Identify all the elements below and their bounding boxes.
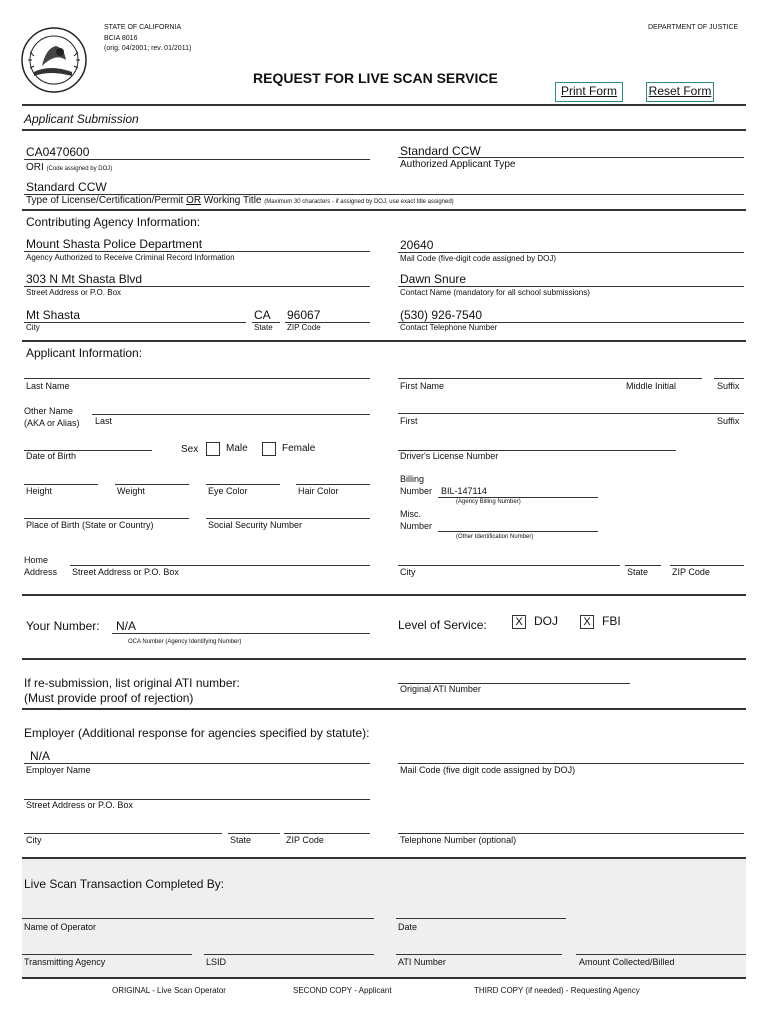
ori-value[interactable]: CA0470600 bbox=[26, 145, 90, 159]
hair-color-field[interactable] bbox=[296, 484, 370, 485]
resubmission-note: (Must provide proof of rejection) bbox=[24, 691, 194, 705]
other-first-field[interactable] bbox=[398, 413, 744, 414]
contact-phone-value[interactable]: (530) 926-7540 bbox=[400, 308, 483, 322]
billing-value[interactable]: BIL-147114 bbox=[441, 486, 487, 496]
aka-label: (AKA or Alias) bbox=[24, 418, 80, 428]
oca-number-hint: OCA Number (Agency Identifying Number) bbox=[128, 639, 242, 645]
employer-heading: Employer (Additional response for agencies specified by statute): bbox=[24, 726, 370, 740]
hair-color-label: Hair Color bbox=[298, 486, 339, 496]
employer-phone-field[interactable] bbox=[398, 833, 744, 834]
amount-field[interactable] bbox=[576, 954, 746, 955]
reset-form-button[interactable]: Reset Form bbox=[646, 82, 714, 102]
other-last-label: Last bbox=[95, 416, 113, 426]
amount-label: Amount Collected/Billed bbox=[579, 957, 675, 967]
middle-initial-label: Middle Initial bbox=[626, 381, 677, 391]
operator-name-label: Name of Operator bbox=[24, 922, 97, 932]
employer-state-field[interactable] bbox=[228, 833, 280, 834]
doj-checkbox[interactable]: X bbox=[512, 615, 526, 629]
your-number-label: Your Number: bbox=[26, 619, 100, 633]
fbi-label: FBI bbox=[602, 614, 621, 628]
footer-copy-third: THIRD COPY (if needed) - Requesting Agency bbox=[474, 986, 640, 995]
home-city-label: City bbox=[400, 567, 416, 577]
ori-label: ORI (Code assigned by DOJ) bbox=[26, 162, 113, 173]
agency-zip-label: ZIP Code bbox=[287, 323, 321, 332]
footer-copy-second: SECOND COPY - Applicant bbox=[293, 986, 392, 995]
your-number-value[interactable]: N/A bbox=[116, 619, 137, 633]
drivers-license-label: Driver's License Number bbox=[400, 451, 499, 461]
original-ati-label: Original ATI Number bbox=[400, 684, 481, 694]
height-label: Height bbox=[26, 486, 53, 496]
level-of-service-label: Level of Service: bbox=[398, 618, 487, 632]
weight-field[interactable] bbox=[115, 484, 189, 485]
employer-city-label: City bbox=[26, 835, 42, 845]
other-name-label: Other Name bbox=[24, 406, 74, 416]
live-scan-heading: Live Scan Transaction Completed By: bbox=[24, 877, 225, 891]
home-street-field[interactable] bbox=[70, 565, 370, 566]
place-of-birth-label: Place of Birth (State or Country) bbox=[26, 520, 154, 530]
agency-street-label: Street Address or P.O. Box bbox=[26, 288, 122, 297]
license-value[interactable]: Standard CCW bbox=[26, 180, 107, 194]
female-label: Female bbox=[282, 443, 316, 454]
employer-phone-label: Telephone Number (optional) bbox=[400, 835, 517, 845]
form-revision: (orig. 04/2001; rev. 01/2011) bbox=[104, 45, 192, 52]
footer-copy-original: ORIGINAL - Live Scan Operator bbox=[112, 986, 226, 995]
date-label: Date bbox=[398, 922, 418, 932]
agency-city-value[interactable]: Mt Shasta bbox=[26, 308, 81, 322]
page-title: REQUEST FOR LIVE SCAN SERVICE bbox=[253, 70, 498, 86]
mail-code-label: Mail Code (five-digit code assigned by DOJ) bbox=[400, 254, 557, 263]
header-rule bbox=[22, 104, 746, 106]
employer-mail-code-field[interactable] bbox=[398, 763, 744, 764]
doj-label: DOJ bbox=[534, 614, 558, 628]
contact-phone-label: Contact Telephone Number bbox=[400, 323, 498, 332]
applicant-info-heading: Applicant Information: bbox=[26, 346, 143, 360]
transmitting-agency-field[interactable] bbox=[22, 954, 192, 955]
home-state-label: State bbox=[627, 567, 649, 577]
applicant-type-label: Authorized Applicant Type bbox=[400, 159, 516, 170]
mail-code-value[interactable]: 20640 bbox=[400, 238, 434, 252]
employer-name-label: Employer Name bbox=[26, 765, 91, 775]
other-first-label: First bbox=[400, 416, 418, 426]
state-seal-logo bbox=[20, 26, 88, 94]
dob-label: Date of Birth bbox=[26, 451, 77, 461]
home-label-a: Home bbox=[24, 555, 49, 565]
contact-name-value[interactable]: Dawn Snure bbox=[400, 272, 467, 286]
transmitting-agency-label: Transmitting Agency bbox=[24, 957, 106, 967]
employer-city-field[interactable] bbox=[24, 833, 222, 834]
ssn-field[interactable] bbox=[206, 518, 370, 519]
first-name-field[interactable] bbox=[398, 378, 702, 379]
agency-state-label: State bbox=[254, 323, 273, 332]
suffix-field[interactable] bbox=[714, 378, 744, 379]
ati-number-field[interactable] bbox=[396, 954, 562, 955]
agency-value[interactable]: Mount Shasta Police Department bbox=[26, 237, 203, 251]
suffix-label: Suffix bbox=[717, 381, 740, 391]
form-number: BCIA 8016 bbox=[104, 35, 138, 42]
other-suffix-label: Suffix bbox=[717, 416, 740, 426]
home-city-field[interactable] bbox=[398, 565, 620, 566]
agency-label: Agency Authorized to Receive Criminal Record Information bbox=[26, 253, 235, 262]
contributing-agency-heading: Contributing Agency Information: bbox=[26, 215, 201, 229]
print-form-button[interactable]: Print Form bbox=[555, 82, 623, 102]
lsid-label: LSID bbox=[206, 957, 227, 967]
home-state-field[interactable] bbox=[625, 565, 661, 566]
applicant-submission-heading: Applicant Submission bbox=[24, 112, 139, 126]
ati-number-label: ATI Number bbox=[398, 957, 446, 967]
first-name-label: First Name bbox=[400, 381, 445, 391]
home-label-b: Address bbox=[24, 567, 58, 577]
applicant-type-value[interactable]: Standard CCW bbox=[400, 144, 481, 158]
misc-number-field[interactable] bbox=[438, 531, 598, 532]
place-of-birth-field[interactable] bbox=[24, 518, 189, 519]
last-name-field[interactable] bbox=[24, 378, 370, 379]
billing-label-a: Billing bbox=[400, 474, 425, 484]
employer-state-label: State bbox=[230, 835, 252, 845]
license-label: Type of License/Certification/Permit OR Working Title (Maximum 30 characters - if assigned by DOJ, use exact title assigned) bbox=[26, 195, 454, 206]
male-label: Male bbox=[226, 443, 248, 454]
home-zip-field[interactable] bbox=[670, 565, 744, 566]
contact-name-label: Contact Name (mandatory for all school submissions) bbox=[400, 288, 590, 297]
operator-name-field[interactable] bbox=[22, 918, 374, 919]
billing-label-b: Number bbox=[400, 486, 433, 496]
weight-label: Weight bbox=[117, 486, 145, 496]
fbi-checkbox[interactable]: X bbox=[580, 615, 594, 629]
sex-label: Sex bbox=[181, 444, 199, 455]
employer-mail-code-label: Mail Code (five digit code assigned by DOJ) bbox=[400, 765, 576, 775]
agency-state-value[interactable]: CA bbox=[254, 308, 271, 322]
other-last-field[interactable] bbox=[92, 414, 370, 415]
eye-color-label: Eye Color bbox=[208, 486, 248, 496]
employer-name-value[interactable]: N/A bbox=[30, 749, 51, 763]
misc-label-b: Number bbox=[400, 521, 433, 531]
agency-street-value[interactable]: 303 N Mt Shasta Blvd bbox=[26, 272, 143, 286]
state-name: STATE OF CALIFORNIA bbox=[104, 24, 182, 31]
last-name-label: Last Name bbox=[26, 381, 70, 391]
male-checkbox[interactable] bbox=[206, 442, 220, 456]
date-field[interactable] bbox=[396, 918, 566, 919]
eye-color-field[interactable] bbox=[206, 484, 280, 485]
agency-city-label: City bbox=[26, 323, 40, 332]
department-name: DEPARTMENT OF JUSTICE bbox=[648, 24, 739, 31]
home-street-label: Street Address or P.O. Box bbox=[72, 567, 179, 577]
home-zip-label: ZIP Code bbox=[672, 567, 710, 577]
misc-hint: (Other Identification Number) bbox=[456, 534, 534, 540]
employer-street-label: Street Address or P.O. Box bbox=[26, 800, 133, 810]
misc-label-a: Misc. bbox=[400, 509, 421, 519]
employer-zip-field[interactable] bbox=[284, 833, 370, 834]
lsid-field[interactable] bbox=[204, 954, 374, 955]
female-checkbox[interactable] bbox=[262, 442, 276, 456]
ssn-label: Social Security Number bbox=[208, 520, 303, 530]
billing-hint: (Agency Billing Number) bbox=[456, 499, 521, 505]
resubmission-label: If re-submission, list original ATI number: bbox=[24, 676, 240, 690]
height-field[interactable] bbox=[24, 484, 98, 485]
agency-zip-value[interactable]: 96067 bbox=[287, 308, 321, 322]
employer-zip-label: ZIP Code bbox=[286, 835, 324, 845]
